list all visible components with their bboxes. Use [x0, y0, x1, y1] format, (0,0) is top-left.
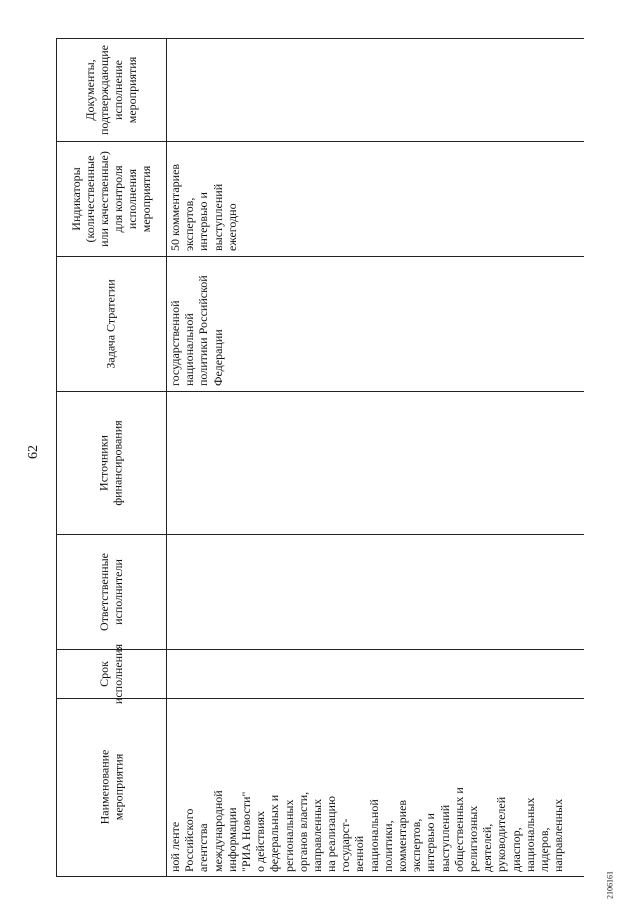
cell-line: выступлений: [210, 183, 225, 251]
cell-line: государственной: [168, 300, 182, 386]
cell-line: национальных: [522, 797, 537, 872]
document-id: 2106161: [605, 871, 615, 899]
page-number: 62: [26, 445, 41, 459]
cell-line: Федерации: [210, 329, 225, 386]
indicators-cell: [168, 164, 239, 251]
cell-line: руководителей: [494, 796, 509, 872]
header-name: Наименование мероприятия: [96, 749, 125, 825]
cell-line: политики,: [380, 820, 395, 872]
cell-line: Российского: [182, 808, 197, 872]
cell-line: венной: [352, 835, 367, 872]
cell-line: региональных: [281, 799, 296, 872]
cell-line: федеральных и: [267, 794, 282, 872]
header-executors: Ответственные исполнители: [96, 552, 125, 631]
cell-line: агентства: [196, 823, 211, 872]
cell-line: интервью и: [196, 192, 211, 251]
cell-line: национальной: [182, 313, 197, 386]
cell-line: религиозных: [465, 805, 480, 872]
cell-line: комментариев: [395, 799, 409, 872]
cell-line: ной ленте: [168, 821, 182, 872]
cell-line: на реализацию: [324, 796, 339, 872]
cell-line: деятелей,: [480, 823, 495, 872]
cell-line: 50 комментариев: [168, 163, 182, 251]
cell-line: экспертов,: [182, 197, 197, 251]
cell-line: направленных: [309, 798, 324, 872]
cell-line: международной: [210, 790, 225, 872]
cell-line: органов власти,: [295, 791, 310, 872]
cell-line: политики Российской: [196, 275, 211, 386]
cell-line: национальной: [366, 799, 381, 872]
cell-line: интервью и: [423, 813, 438, 872]
cell-line: информации: [224, 807, 239, 872]
header-strategy-task: Задача Стратегии: [104, 278, 118, 369]
cell-line: ежегодно: [224, 203, 239, 251]
cell-line: о действиях: [253, 810, 268, 872]
header-indicators: Индикаторы (количественные или качественные) для контроля исполнения мероприятия: [69, 150, 153, 247]
header-documents: Документы, подтверждающие исполнение мероприятия: [83, 44, 139, 135]
cell-line: экспертов,: [409, 818, 424, 872]
cell-line: лидеров,: [536, 827, 551, 872]
cell-line: "РИА Новости": [238, 791, 253, 872]
cell-line: диаспор,: [508, 827, 523, 872]
header-deadline: Срок исполнения: [97, 643, 125, 704]
strategy-task-cell: [168, 275, 225, 386]
measure-name-cell: [168, 787, 565, 872]
header-funding: Источники финансирования: [97, 419, 125, 506]
measures-table: [56, 38, 584, 880]
cell-line: направленных: [551, 798, 566, 872]
cell-line: выступлений: [437, 804, 452, 872]
cell-line: государст-: [338, 818, 353, 872]
cell-line: общественных и: [451, 787, 466, 872]
